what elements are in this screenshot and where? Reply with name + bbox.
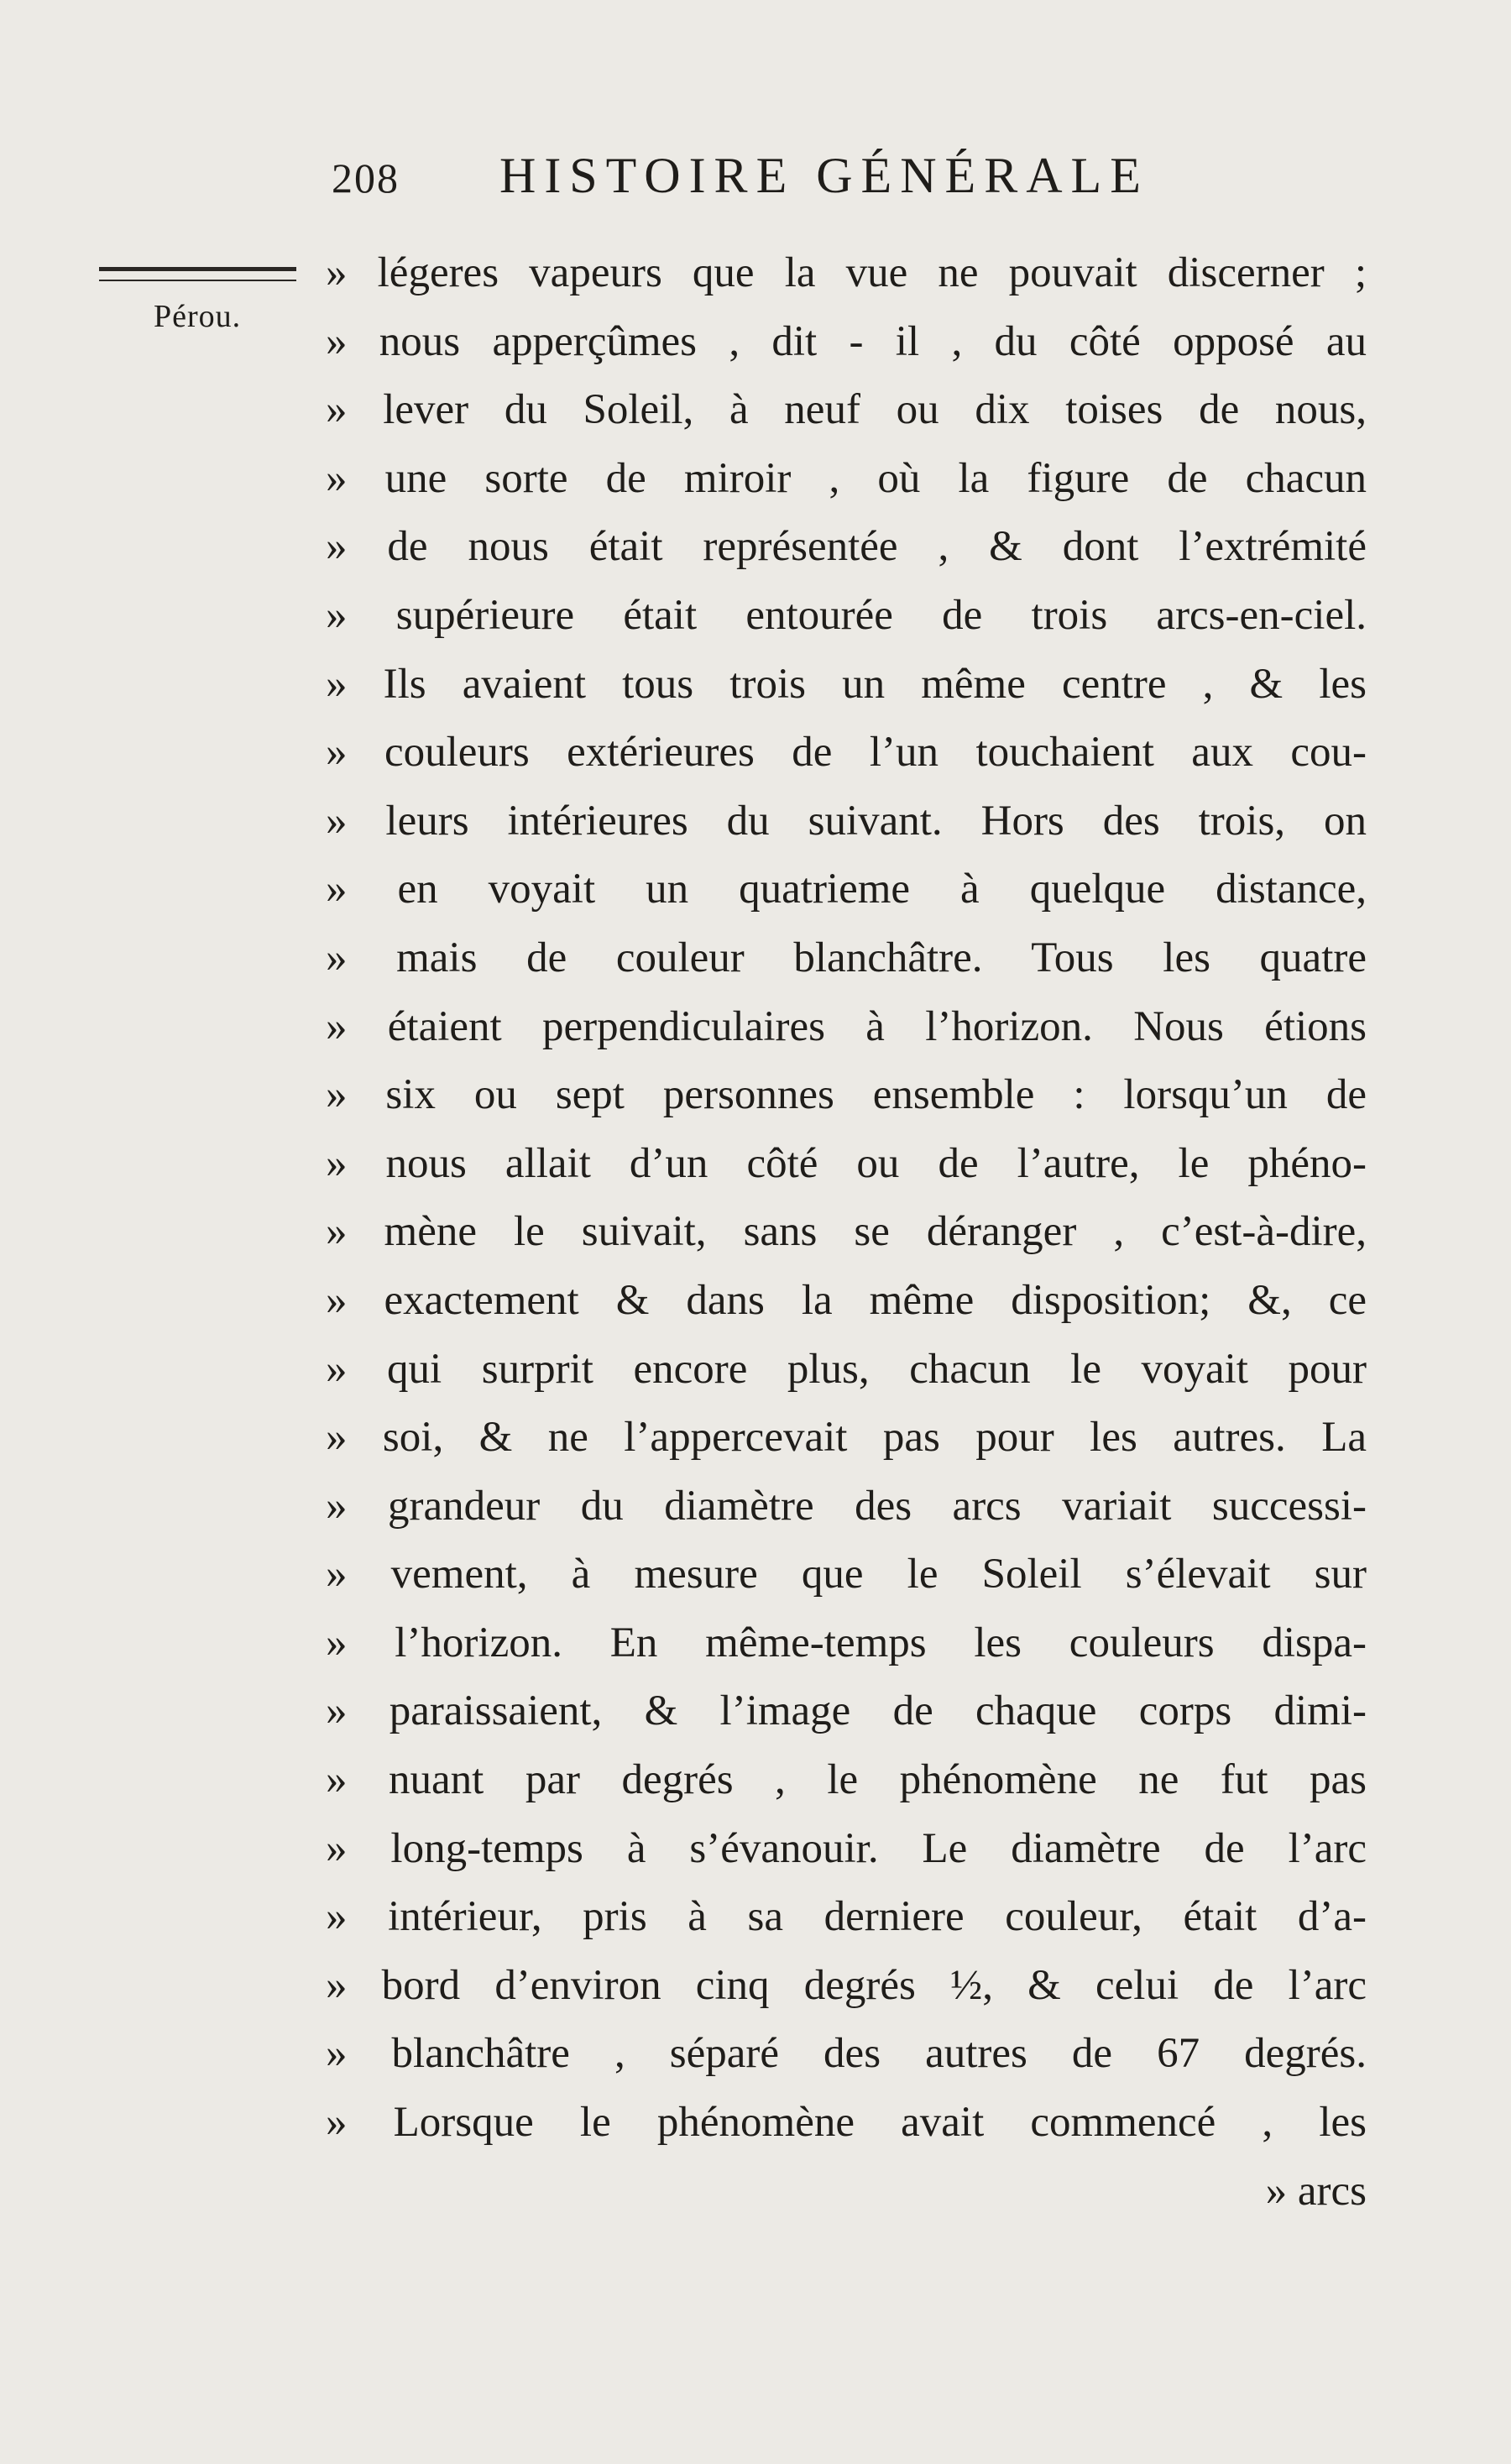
text-line: » de nous était représentée , & dont l’extrémité [326,523,1367,571]
text-line: » Ils avaient tous trois un même centre , & les [326,660,1367,708]
text-line: » mais de couleur blanchâtre. Tous les quatre [326,934,1367,981]
text-line: » lever du Soleil, à neuf ou dix toises de nous, [326,386,1367,434]
text-line: » nuant par degrés , le phénomène ne fut pas [326,1756,1367,1804]
text-line: » nous apperçûmes , dit - il , du côté opposé au [326,317,1367,365]
text-line: » mène le suivait, sans se déranger , c’est-à-dire, [326,1208,1367,1256]
text-line: » intérieur, pris à sa derniere couleur, était d’a- [326,1893,1367,1941]
text-line: » exactement & dans la même disposition; &, ce [326,1276,1367,1324]
text-line: » grandeur du diamètre des arcs variait successi- [326,1482,1367,1530]
text-line: » blanchâtre , séparé des autres de 67 degrés. [326,2030,1367,2078]
text-line: » vement, à mesure que le Soleil s’élevait sur [326,1551,1367,1598]
body-text [326,239,1367,2226]
text-line: » leurs intérieures du suivant. Hors des trois, on [326,797,1367,845]
text-line: » long-temps à s’évanouir. Le diamètre de l’arc [326,1824,1367,1872]
page-header [332,147,1372,214]
text-line: » nous allait d’un côté ou de l’autre, le phéno- [326,1139,1367,1187]
text-line: » six ou sept personnes ensemble : lorsqu’un de [326,1071,1367,1119]
text-line: » légeres vapeurs que la vue ne pouvait discerner ; [326,249,1367,296]
margin-note: Pérou. [154,299,242,334]
text-line: » une sorte de miroir , où la figure de chacun [326,454,1367,502]
text-line: » qui surprit encore plus, chacun le voyait pour [326,1345,1367,1393]
text-line: » bord d’environ cinq degrés ½, & celui de l’arc [326,1961,1367,2009]
text-line: » en voyait un quatrieme à quelque distance, [326,866,1367,913]
text-line: » paraissaient, & l’image de chaque corps dimi- [326,1687,1367,1735]
catchword: » arcs [1265,2167,1367,2215]
text-line: » couleurs extérieures de l’un touchaient aux cou- [326,729,1367,777]
margin-rule [99,267,296,281]
text-line: » supérieure était entourée de trois arcs-en-ciel. [326,591,1367,639]
text-line: » étaient perpendiculaires à l’horizon. Nous étions [326,1002,1367,1050]
text-line: » l’horizon. En même-temps les couleurs dispa- [326,1619,1367,1666]
text-line: » soi, & ne l’appercevait pas pour les autres. La [326,1414,1367,1462]
text-line: » Lorsque le phénomène avait commencé , les [326,2099,1367,2147]
page-number: 208 [332,154,400,201]
running-title: HISTOIRE GÉNÉRALE [499,148,1149,203]
